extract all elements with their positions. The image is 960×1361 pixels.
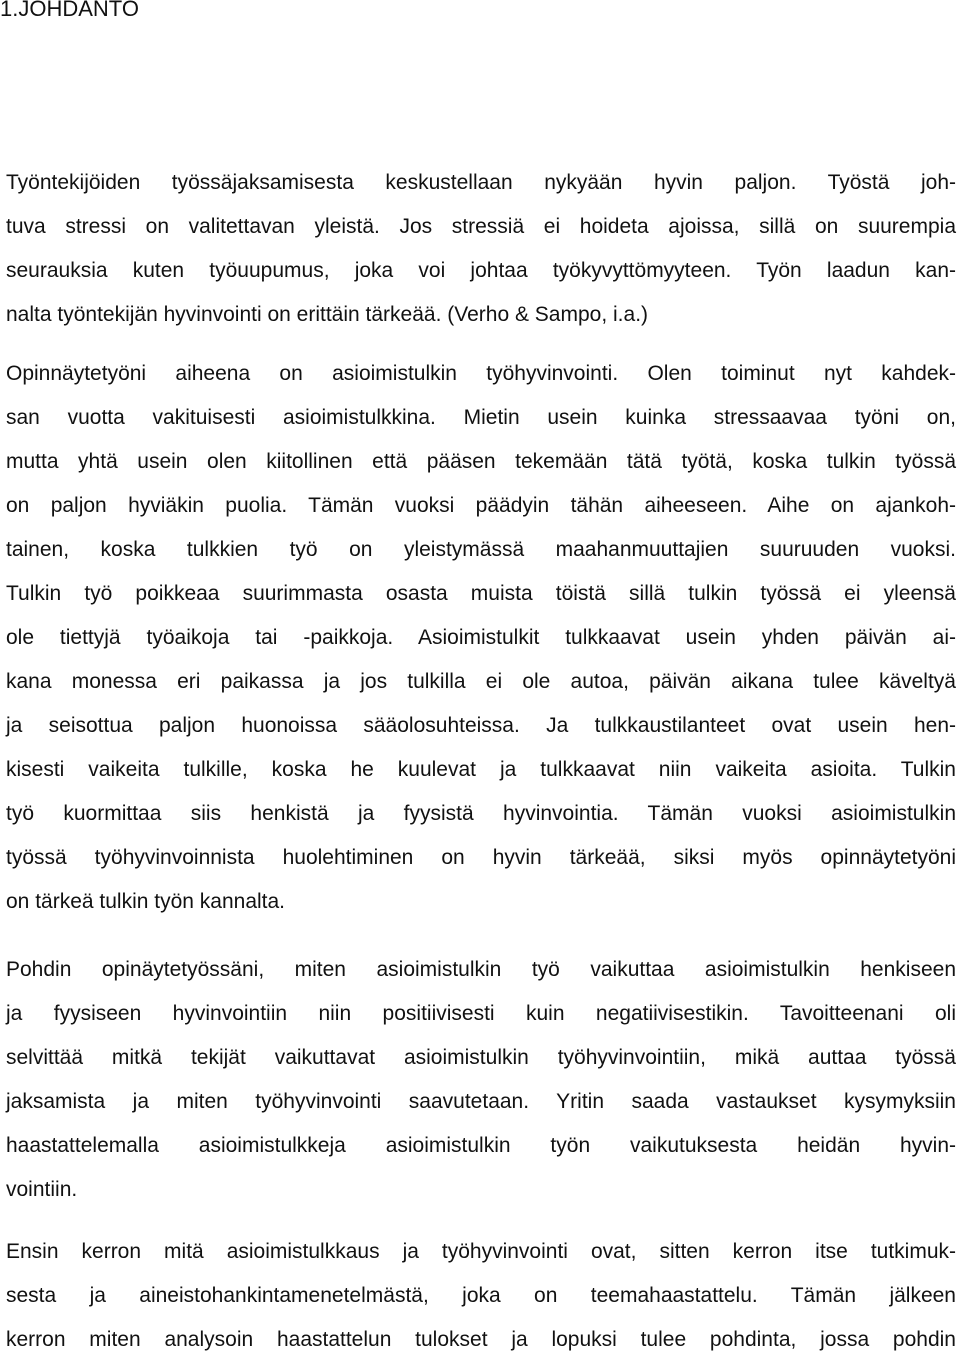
chapter-heading: 1.JOHDANTO bbox=[0, 0, 139, 21]
paragraph-line: Pohdin opinäytetyössäni, miten asioimistulkin työ vaikuttaa asioimistulkin henkiseen bbox=[6, 958, 956, 981]
paragraph-line: tainen, koska tulkkien työ on yleistymässä maahanmuuttajien suuruuden vuoksi. bbox=[6, 538, 956, 561]
paragraph-line: tuva stressi on valitettavan yleistä. Jos stressiä ei hoideta ajoissa, sillä on suurempia bbox=[6, 215, 956, 238]
paragraph-line: Tulkin työ poikkeaa suurimmasta osasta muista töistä sillä tulkin työssä ei yleensä bbox=[6, 582, 956, 605]
paragraph-line: Ensin kerron mitä asioimistulkkaus ja työhyvinvointi ovat, sitten kerron itse tutkimuk- bbox=[6, 1240, 956, 1263]
paragraph-line: haastattelemalla asioimistulkkeja asioimistulkin työn vaikutuksesta heidän hyvin- bbox=[6, 1134, 956, 1157]
paragraph-introduction bbox=[6, 161, 956, 337]
paragraph-line: jaksamista ja miten työhyvinvointi saavutetaan. Yritin saada vastaukset kysymyksiin bbox=[6, 1090, 956, 1113]
paragraph-line: on paljon hyviäkin puolia. Tämän vuoksi päädyin tähän aiheeseen. Aihe on ajankoh- bbox=[6, 494, 956, 517]
paragraph-line: seurauksia kuten työuupumus, joka voi johtaa työkyvyttömyyteen. Työn laadun kan- bbox=[6, 259, 956, 282]
paragraph-structure bbox=[6, 1230, 956, 1361]
paragraph-line: Opinnäytetyöni aiheena on asioimistulkin työhyvinvointi. Olen toiminut nyt kahdek- bbox=[6, 362, 956, 385]
paragraph-line: nalta työntekijän hyvinvointi on erittäin tärkeää. (Verho & Sampo, i.a.) bbox=[6, 303, 649, 326]
paragraph-line: ja fyysiseen hyvinvointiin niin positiivisesti kuin negatiivisestikin. Tavoitteenani oli bbox=[6, 1002, 956, 1025]
paragraph-line: työ kuormittaa siis henkistä ja fyysistä hyvinvointia. Tämän vuoksi asioimistulkin bbox=[6, 802, 956, 825]
paragraph-line: sesta ja aineistohankintamenetelmästä, joka on teemahaastattelu. Tämän jälkeen bbox=[6, 1284, 956, 1307]
paragraph-topic bbox=[6, 352, 956, 924]
paragraph-line: Työntekijöiden työssäjaksamisesta keskustellaan nykyään hyvin paljon. Työstä joh- bbox=[6, 171, 956, 194]
paragraph-line: mutta yhtä usein olen kiitollinen että pääsen tekemään tätä työtä, koska tulkin työssä bbox=[6, 450, 956, 473]
paragraph-line: ja seisottua paljon huonoissa sääolosuhteissa. Ja tulkkaustilanteet ovat usein hen- bbox=[6, 714, 956, 737]
paragraph-line: työssä työhyvinvoinnista huolehtiminen on hyvin tärkeää, siksi myös opinnäytetyöni bbox=[6, 846, 956, 869]
paragraph-line: ole tiettyjä työaikoja tai -paikkoja. Asioimistulkit tulkkaavat usein yhden päivän ai- bbox=[6, 626, 956, 649]
paragraph-line: kisesti vaikeita tulkille, koska he kuulevat ja tulkkaavat niin vaikeita asioita. Tulkin bbox=[6, 758, 956, 781]
paragraph-line: vointiin. bbox=[6, 1178, 78, 1201]
paragraph-line: on tärkeä tulkin työn kannalta. bbox=[6, 890, 286, 913]
paragraph-line: selvittää mitkä tekijät vaikuttavat asioimistulkin työhyvinvointiin, mikä auttaa työssä bbox=[6, 1046, 956, 1069]
paragraph-goals bbox=[6, 948, 956, 1212]
paragraph-line: san vuotta vakituisesti asioimistulkkina. Mietin usein kuinka stressaavaa työni on, bbox=[6, 406, 956, 429]
paragraph-line: kana monessa eri paikassa ja jos tulkilla ei ole autoa, päivän aikana tulee käveltyä bbox=[6, 670, 956, 693]
paragraph-line: kerron miten analysoin haastattelun tulokset ja lopuksi tulee pohdinta, jossa pohdin bbox=[6, 1328, 956, 1351]
